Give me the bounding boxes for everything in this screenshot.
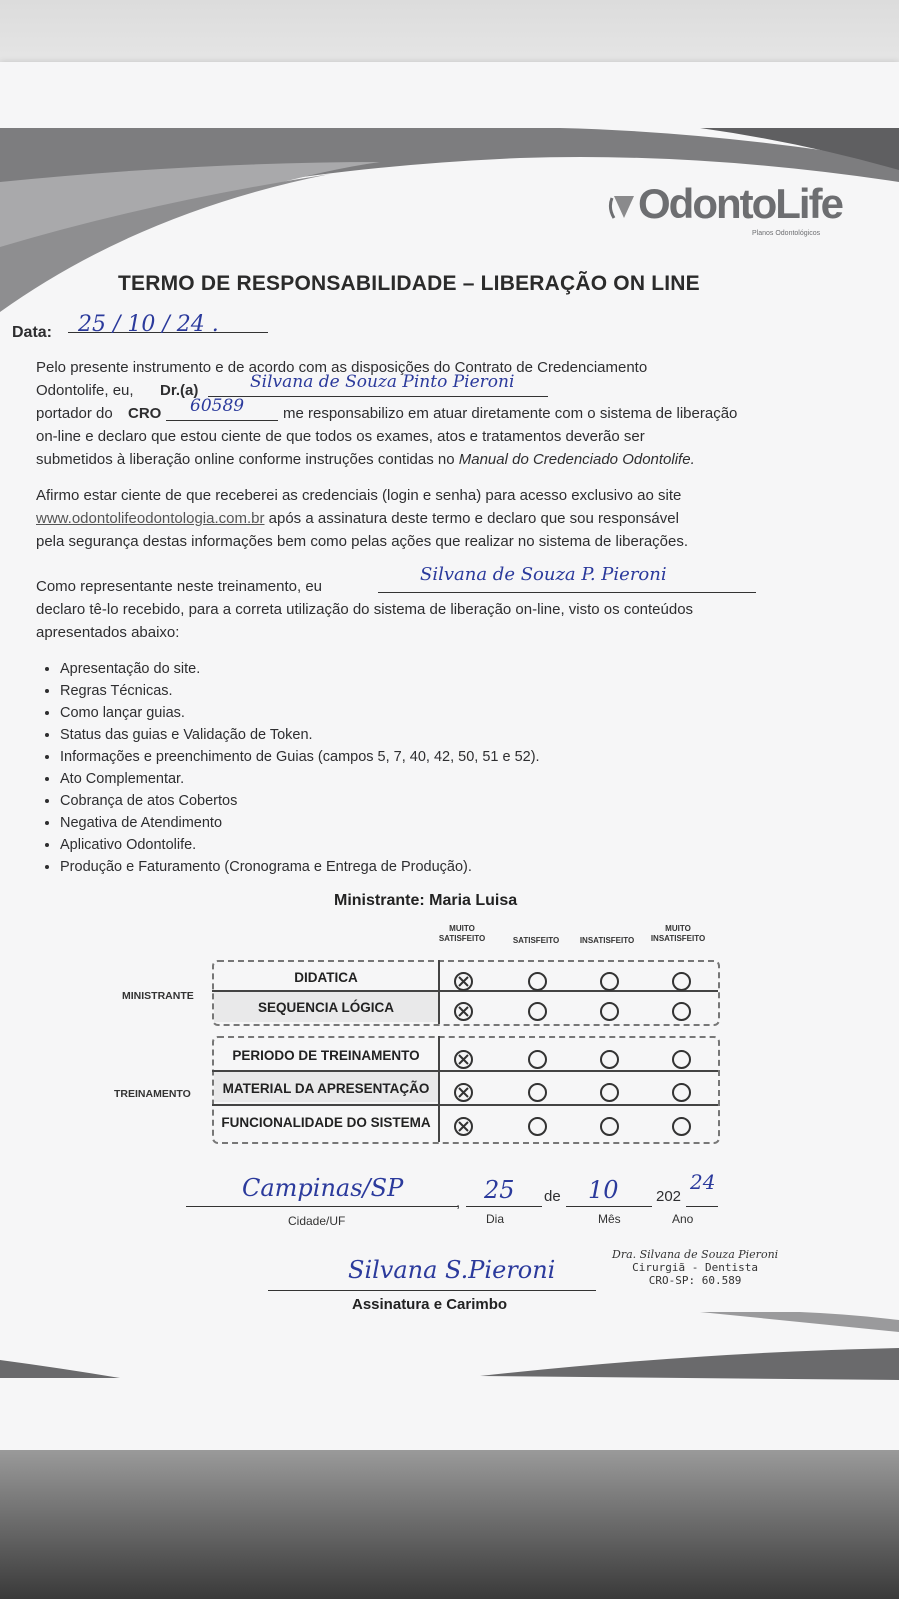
- logo-word: OdontoLife: [638, 180, 842, 227]
- row-divider: [212, 1104, 718, 1106]
- month-value: 10: [588, 1176, 619, 1204]
- rating-option[interactable]: [600, 972, 619, 991]
- row-didatica: DIDATICA: [294, 970, 358, 985]
- rating-option[interactable]: [528, 1083, 547, 1102]
- label-day: Dia: [486, 1212, 505, 1226]
- rating-option[interactable]: [672, 1083, 691, 1102]
- p3-line1: Como representante neste treinamento, eu: [36, 578, 323, 595]
- row-funcionalidade-sistema: FUNCIONALIDADE DO SISTEMA: [221, 1115, 431, 1130]
- p1-line1: Pelo presente instrumento e de acordo com as disposições do Contrato de Credenciamento: [36, 359, 648, 376]
- signature-caption: Assinatura e Carimbo: [352, 1296, 508, 1313]
- group-label-treinamento: TREINAMENTO: [114, 1088, 191, 1100]
- stamp: [612, 1248, 778, 1287]
- representative-line: [378, 592, 756, 593]
- column-divider: [438, 1036, 440, 1142]
- list-item: • Status das guias e Validação de Token.: [60, 724, 540, 746]
- list-item: • Cobrança de atos Cobertos: [60, 790, 540, 812]
- list-item: • Ato Complementar.: [60, 768, 540, 790]
- label-month: Mês: [598, 1212, 621, 1226]
- date-value: 25 / 10 / 24 .: [78, 312, 219, 337]
- cro-number: 60589: [190, 396, 245, 416]
- rating-option[interactable]: [672, 1002, 691, 1021]
- background-bottom: [0, 1450, 899, 1599]
- rating-selected[interactable]: [454, 972, 473, 991]
- tooth-logo-icon: [608, 192, 638, 222]
- cro-label: CRO: [128, 405, 162, 422]
- representative-name: Silvana de Souza P. Pieroni: [420, 564, 667, 585]
- group-label-ministrante: MINISTRANTE: [122, 990, 194, 1002]
- de-label: de: [544, 1188, 561, 1205]
- year-suffix: 24: [690, 1170, 716, 1194]
- p1-line3-c: me responsabilizo em atuar diretamente com o sistema de liberação: [283, 405, 738, 422]
- p3-line3: apresentados abaixo:: [36, 624, 180, 641]
- p1-line5: submetidos à liberação online conforme instruções contidas no Manual do Credenciado Odontolife.: [36, 451, 695, 468]
- list-item: • Regras Técnicas.: [60, 680, 540, 702]
- col-satisfeito: SATISFEITO: [512, 936, 560, 945]
- label-year: Ano: [672, 1212, 694, 1226]
- city-value: Campinas/SP: [242, 1174, 404, 1202]
- p1-dr-label: Dr.(a): [160, 382, 199, 399]
- month-line: [566, 1206, 652, 1207]
- rating-option[interactable]: [528, 1050, 547, 1069]
- rating-option[interactable]: [600, 1002, 619, 1021]
- row-material-apresentacao: MATERIAL DA APRESENTAÇÃO: [222, 1081, 430, 1096]
- rating-option[interactable]: [672, 1117, 691, 1136]
- p2-line3: pela segurança destas informações bem como pelas ações que realizar no sistema de liberações.: [36, 533, 689, 550]
- rating-selected[interactable]: [454, 1050, 473, 1069]
- p1-line2-a: Odontolife, eu,: [36, 382, 134, 399]
- rating-option[interactable]: [600, 1050, 619, 1069]
- stamp-name: Dra. Silvana de Souza Pieroni: [612, 1248, 779, 1261]
- document-sheet: [0, 62, 899, 1452]
- list-item: • Produção e Faturamento (Cronograma e Entrega de Produção).: [60, 856, 540, 878]
- signature-line: [268, 1290, 596, 1291]
- name-line: [208, 396, 548, 397]
- col-insatisfeito: INSATISFEITO: [579, 936, 635, 945]
- column-divider: [438, 960, 440, 1024]
- comma: ,: [456, 1194, 461, 1211]
- day-value: 25: [484, 1176, 515, 1204]
- p2-line1: Afirmo estar ciente de que receberei as credenciais (login e senha) para acesso exclusivo ao site: [36, 487, 682, 504]
- year-prefix: 202: [656, 1188, 682, 1205]
- year-line: [686, 1206, 718, 1207]
- rating-selected[interactable]: [454, 1002, 473, 1021]
- list-item: • Negativa de Atendimento: [60, 812, 540, 834]
- date-label: Data:: [12, 324, 53, 341]
- cro-line: [166, 420, 278, 421]
- rating-option[interactable]: [600, 1083, 619, 1102]
- ministrante-title: Ministrante: Maria Luisa: [334, 892, 518, 909]
- p1-line3-a: portador do: [36, 405, 113, 422]
- rating-option[interactable]: [672, 972, 691, 991]
- site-link[interactable]: www.odontolifeodontologia.com.br: [36, 510, 265, 527]
- signature: Silvana S.Pieroni: [348, 1256, 556, 1284]
- background-top: [0, 0, 899, 70]
- rating-selected[interactable]: [454, 1083, 473, 1102]
- rating-option[interactable]: [528, 972, 547, 991]
- p2-line2: www.odontolifeodontologia.com.br após a assinatura deste termo e declaro que sou responsável: [36, 510, 679, 527]
- label-city: Cidade/UF: [288, 1214, 346, 1228]
- dentist-name: Silvana de Souza Pinto Pieroni: [250, 372, 515, 392]
- footer-swoosh: [0, 1312, 899, 1452]
- col-muito-insatisfeito: MUITO INSATISFEITO: [650, 924, 706, 943]
- list-item: • Aplicativo Odontolife.: [60, 834, 540, 856]
- topics-list: [38, 658, 540, 878]
- row-periodo-treinamento: PERIODO DE TREINAMENTO: [232, 1048, 420, 1063]
- row-divider: [212, 1070, 718, 1072]
- list-item: • Como lançar guias.: [60, 702, 540, 724]
- rating-option[interactable]: [600, 1117, 619, 1136]
- list-item: • Apresentação do site.: [60, 658, 540, 680]
- p1-line4: on-line e declaro que estou ciente de que todos os exames, atos e tratamentos deverão ser: [36, 428, 645, 445]
- row-sequencia-logica: SEQUENCIA LÓGICA: [257, 1000, 394, 1015]
- stamp-cro: CRO-SP: 60.589: [648, 1274, 742, 1287]
- logo-subtitle: Planos Odontológicos: [752, 230, 821, 237]
- stamp-title: Cirurgiã - Dentista: [632, 1261, 758, 1274]
- day-line: [466, 1206, 542, 1207]
- city-line: [186, 1206, 458, 1207]
- rating-option[interactable]: [672, 1050, 691, 1069]
- list-item: • Informações e preenchimento de Guias (campos 5, 7, 40, 42, 50, 51 e 52).: [60, 746, 540, 768]
- rating-option[interactable]: [528, 1002, 547, 1021]
- col-muito-satisfeito: MUITO SATISFEITO: [438, 924, 486, 943]
- rating-selected[interactable]: [454, 1117, 473, 1136]
- rating-option[interactable]: [528, 1117, 547, 1136]
- p3-line2: declaro tê-lo recebido, para a correta utilização do sistema de liberação on-line, visto os conteúdos: [36, 601, 694, 618]
- document-title: TERMO DE RESPONSABILIDADE – LIBERAÇÃO ON LINE: [118, 272, 700, 295]
